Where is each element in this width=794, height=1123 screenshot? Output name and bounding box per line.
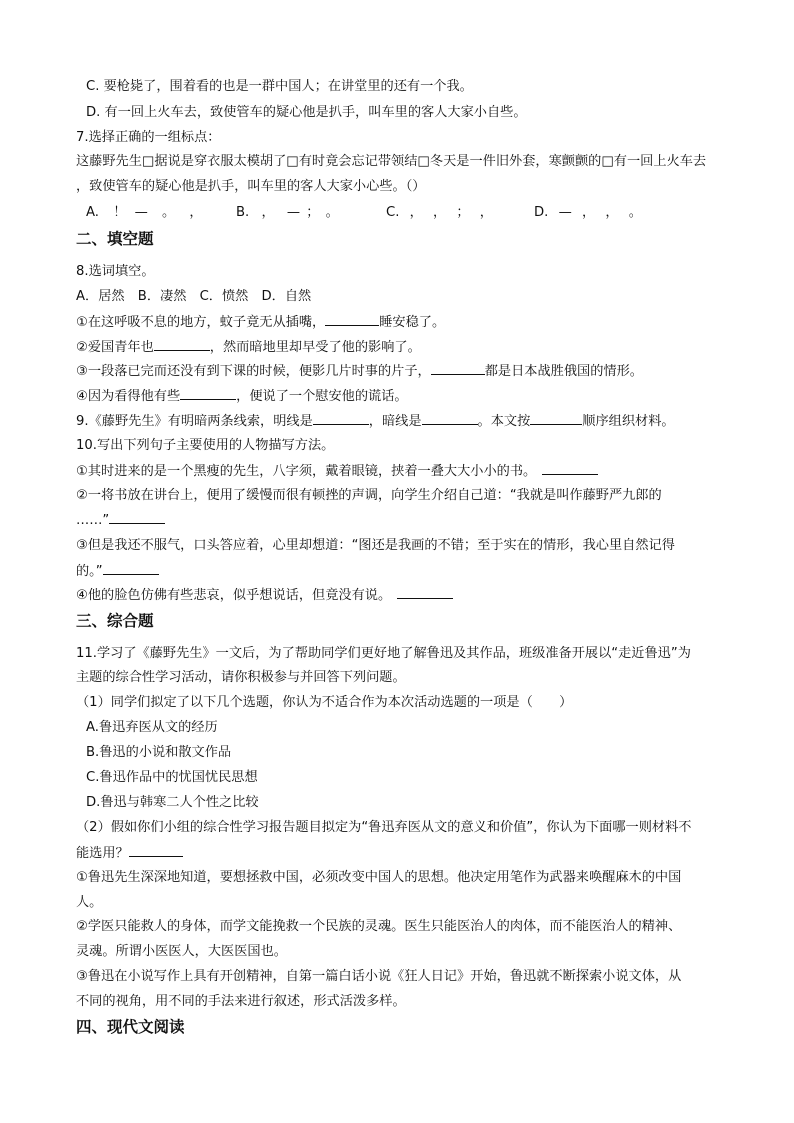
q11-material-1-line1: ①鲁迅先生深深地知道，要想拯救中国，必须改变中国人的思想。他决定用笔作为武器来唤醒麻木的中国 [76, 870, 682, 885]
q10-sentence-3-line2: 的。” [76, 562, 159, 581]
answer-blank[interactable] [180, 387, 236, 400]
q11-intro-line2: 主题的综合性学习活动，请你积极参与并回答下列问题。 [76, 670, 406, 685]
section-heading-comprehensive: 三、综合题 [76, 612, 154, 630]
q9-text: 9.《藤野先生》有明暗两条线索，明线是 ，暗线是 。本文按 顺序组织材料。 [76, 414, 675, 429]
q7-option-c: C. ， ， ； ， [386, 205, 493, 220]
q10-sentence-2-line1: ②一将书放在讲台上，便用了缓慢而很有顿挫的声调，向学生介绍自己道：“我就是叫作藤野严九郎的 [76, 488, 662, 503]
q11-part1-option-a: A.鲁迅弃医从文的经历 [86, 720, 218, 735]
q11-material-3-line1: ③鲁迅在小说写作上具有开创精神，自第一篇白话小说《狂人日记》开始，鲁迅就不断探索小说文体，从 [76, 969, 682, 984]
answer-blank[interactable] [397, 586, 453, 599]
section-heading-fill-in: 二、填空题 [76, 230, 154, 248]
answer-blank[interactable] [103, 562, 159, 575]
answer-blank[interactable] [129, 844, 183, 857]
q7-option-a: A. ！ — 。 ， [86, 205, 203, 220]
q8-choices: A．居然 B．凄然 C．愤然 D．自然 [76, 289, 312, 304]
q8-sentence-1: ①在这呼吸不息的地方，蚊子竟无从插嘴， 睡安稳了。 [76, 315, 446, 330]
q11-part1-option-b: B.鲁迅的小说和散文作品 [86, 745, 232, 760]
q11-material-2-line2: 灵魂。所谓小医医人，大医医国也。 [76, 944, 287, 959]
q8-sentence-2: ②爱国青年也 ，然而暗地里却早受了他的影响了。 [76, 340, 421, 355]
q7-text-line2: ，致使管车的疑心他是扒手，叫车里的客人大家小心些。（） [76, 179, 426, 194]
answer-blank[interactable] [325, 313, 379, 326]
q7-option-d: D. — ， ， 。 [534, 205, 642, 220]
q11-intro-line1: 11.学习了《藤野先生》一文后，为了帮助同学们更好地了解鲁迅及其作品，班级准备开展以“走近鲁迅”为 [76, 646, 691, 661]
q11-part1-option-c: C.鲁迅作品中的忧国忧民思想 [86, 770, 258, 785]
q8-sentence-3: ③一段落已完而还没有到下课的时候，便影几片时事的片子， 都是日本战胜俄国的情形。 [76, 364, 643, 379]
q11-part2-question-line1: （2）假如你们小组的综合性学习报告题目拟定为“鲁迅弃医从文的意义和价值”，你认为下面哪一则材料不 [76, 820, 692, 835]
q7-title: 7.选择正确的一组标点： [76, 130, 221, 145]
q7-options [86, 204, 642, 222]
answer-blank[interactable] [313, 412, 369, 425]
q11-part1-option-d: D.鲁迅与韩寒二人个性之比较 [86, 795, 259, 810]
q11-material-2-line1: ②学医只能救人的身体，而学文能挽救一个民族的灵魂。医生只能医治人的肉体，而不能医治人的精神、 [76, 919, 682, 934]
q7-option-b: B. ， — ； 。 [236, 205, 339, 220]
q11-material-3-line2: 不同的视角，用不同的手法来进行叙述，形式活泼多样。 [76, 994, 406, 1009]
q10-sentence-3-line1: ③但是我还不服气，口头答应着，心里却想道：“图还是我画的不错；至于实在的情形，我心里自然记得 [76, 538, 675, 553]
answer-blank[interactable] [109, 511, 165, 524]
q11-part1-question: （1）同学们拟定了以下几个选题，你认为不适合作为本次活动选题的一项是（ ） [76, 695, 573, 710]
section-heading-modern-reading: 四、现代文阅读 [76, 1018, 185, 1036]
answer-blank[interactable] [431, 362, 485, 375]
q7-text-line1: 这藤野先生□据说是穿衣服太模胡了□有时竟会忘记带领结□冬天是一件旧外套，寒颤颤的□有一回上火车去 [76, 154, 707, 169]
q11-material-1-line2: 人。 [76, 895, 103, 910]
answer-blank[interactable] [530, 412, 582, 425]
q10-title: 10.写出下列句子主要使用的人物描写方法。 [76, 438, 335, 453]
q8-sentence-4: ④因为看得他有些 ，便说了一个慰安他的谎话。 [76, 389, 408, 404]
answer-blank[interactable] [154, 338, 210, 351]
q6-option-c: C. 要枪毙了，围着看的也是一群中国人；在讲堂里的还有一个我。 [86, 79, 473, 94]
q8-title: 8.选词填空。 [76, 264, 155, 279]
q10-sentence-4: ④他的脸色仿佛有些悲哀，似乎想说话，但竟没有说。 [76, 586, 453, 605]
answer-blank[interactable] [542, 462, 598, 475]
q6-option-d: D. 有一回上火车去，致使管车的疑心他是扒手，叫车里的客人大家小自些。 [86, 105, 527, 120]
q10-sentence-1: ①其时进来的是一个黑瘦的先生，八字须，戴着眼镜，挟着一叠大大小小的书。 [76, 462, 598, 481]
answer-blank[interactable] [422, 412, 478, 425]
q11-part2-question-line2: 能选用？ [76, 844, 183, 863]
q10-sentence-2-line2: ……” [76, 511, 165, 530]
